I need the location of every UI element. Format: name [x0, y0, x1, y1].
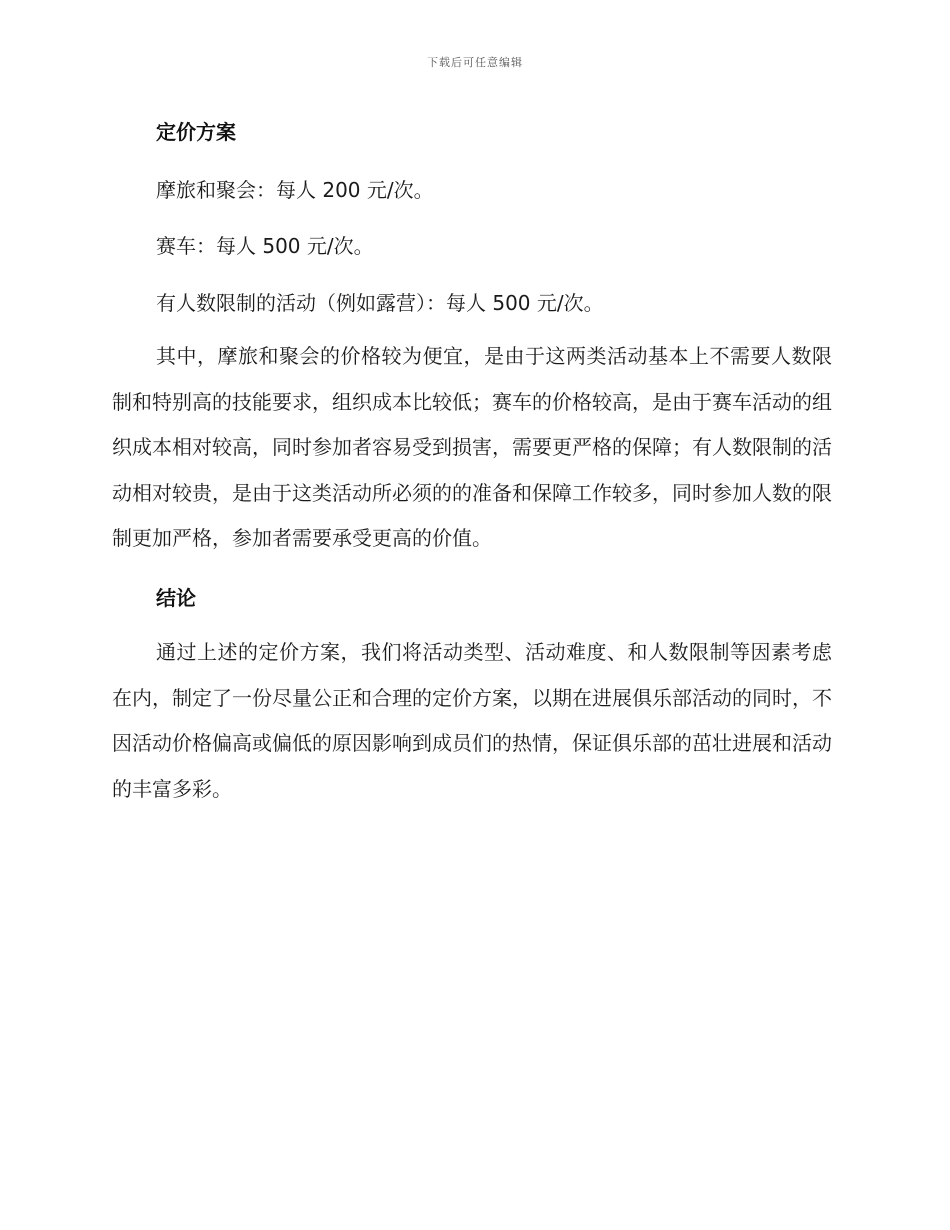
section-title-pricing: 定价方案 [156, 120, 236, 144]
section-title-conclusion: 结论 [156, 586, 196, 610]
conclusion-paragraph: 通过上述的定价方案，我们将活动类型、活动难度、和人数限制等因素考虑在内，制定了一份尽量公正和合理的定价方案，以期在进展俱乐部活动的同时，不因活动价格偏高或偏低的原因影响到成员们的热情，保证俱乐部的茁壮进展和活动的丰富多彩。 [112, 640, 832, 801]
pricing-item-limited-events: 有人数限制的活动（例如露营）：每人 500 元/次。 [156, 291, 604, 315]
pricing-explanation-paragraph: 其中，摩旅和聚会的价格较为便宜，是由于这两类活动基本上不需要人数限制和特别高的技能要求，组织成本比较低；赛车的价格较高，是由于赛车活动的组织成本相对较高，同时参加者容易受到损害，需要更严格的保障；有人数限制的活动相对较贵，是由于这类活动所必须的的准备和保障工作较多，同时参加人数的限制更加严格，参加者需要承受更高的价值。 [112, 344, 832, 550]
pricing-item-racing: 赛车：每人 500 元/次。 [156, 234, 374, 258]
page-header-note: 下载后可任意编辑 [427, 56, 523, 69]
pricing-item-tour-party: 摩旅和聚会：每人 200 元/次。 [156, 178, 434, 202]
